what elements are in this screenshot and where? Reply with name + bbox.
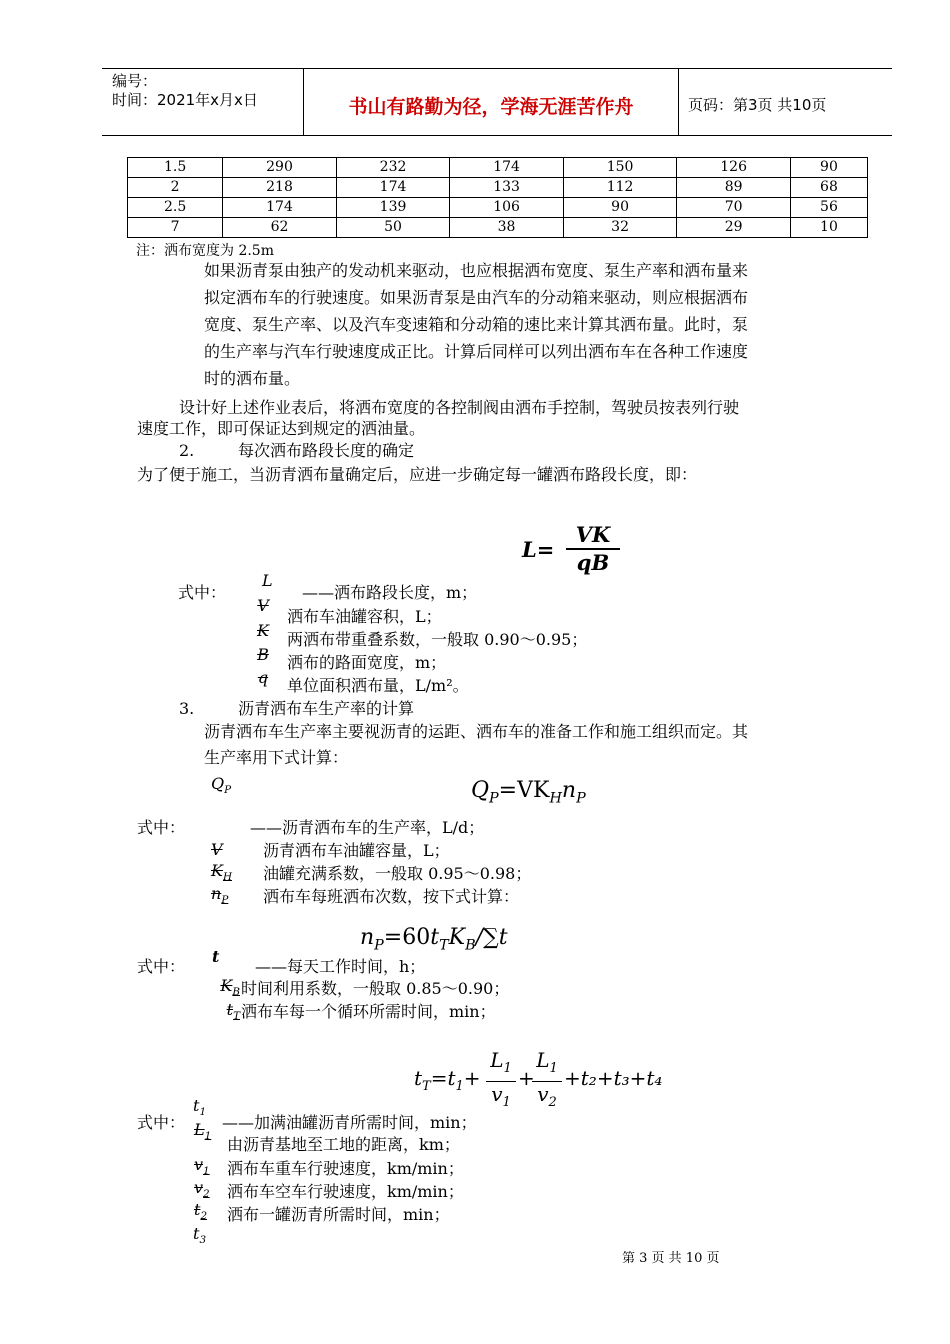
table-cell: 56	[790, 198, 867, 218]
legend1-desc-L: ——洒布路段长度，m；	[302, 583, 478, 602]
section2-number: 2.	[179, 441, 195, 460]
legend1-sym-V: V	[257, 596, 269, 615]
legend1-sym-q: q	[257, 668, 269, 687]
section3-number: 3.	[179, 699, 195, 718]
formula4-fraction-2-num: $L_1$	[536, 1048, 558, 1076]
legend2-desc-nP: 洒布车每班洒布次数，按下式计算：	[263, 887, 520, 906]
legend2-sym-KH: $K_H$	[211, 861, 233, 884]
table-note: 注：洒布宽度为 2.5m	[136, 243, 274, 259]
para1-line-5: 时的洒布量。	[204, 369, 301, 388]
header-bottom-rule	[102, 135, 892, 136]
section2-intro: 为了便于施工，当沥青洒布量确定后，应进一步确定每一罐洒布路段长度，即：	[137, 465, 698, 484]
header-top-rule	[102, 68, 892, 69]
legend4-sym-t3: $t_3$	[193, 1224, 207, 1247]
legend3-sym-t: t	[212, 947, 220, 966]
table-cell: 50	[336, 218, 450, 238]
table-cell: 29	[677, 218, 791, 238]
table-row	[128, 178, 868, 198]
legend1-sym-B: B	[257, 645, 269, 664]
legend4-sym-v2: $v_2$	[194, 1178, 210, 1201]
legend2-sym-V: V	[211, 840, 223, 859]
formula1-denominator: qB	[576, 550, 610, 575]
header-divider-2	[678, 69, 679, 135]
table-cell: 7	[128, 218, 223, 238]
table-row	[128, 198, 868, 218]
table-cell: 106	[450, 198, 564, 218]
table-cell: 232	[336, 158, 450, 178]
table-cell: 174	[450, 158, 564, 178]
formula4-plus-2: +	[518, 1066, 535, 1090]
table-cell: 62	[223, 218, 337, 238]
table-cell: 68	[790, 178, 867, 198]
spray-rate-table	[127, 157, 868, 238]
table-cell: 70	[677, 198, 791, 218]
header-serial: 编号：	[112, 72, 158, 90]
legend2-desc-Q: ——沥青洒布车的生产率，L/d；	[250, 818, 485, 837]
table-cell: 2.5	[128, 198, 223, 218]
legend1-prefix: 式中：	[178, 583, 227, 602]
table-cell: 174	[336, 178, 450, 198]
legend4-sym-L1: $L_1$	[194, 1120, 212, 1143]
formula3: $n_P=60t_TK_B/\sum t$	[360, 925, 508, 954]
para1-line-4: 的生产率与汽车行驶速度成正比。计算后同样可以列出洒布车在各种工作速度	[204, 342, 749, 361]
legend1-sym-L: L	[262, 571, 273, 590]
section3-title: 沥青洒布车生产率的计算	[238, 699, 415, 718]
formula4-tail: +t₂+t₃+t₄	[564, 1066, 663, 1090]
section3-intro-1: 沥青洒布车生产率主要视沥青的运距、洒布车的准备工作和施工组织而定。其	[204, 722, 749, 741]
table-cell: 89	[677, 178, 791, 198]
legend4-sym-t1: $t_1$	[193, 1096, 207, 1119]
legend4-desc-L1: 由沥青基地至工地的距离，km；	[227, 1135, 460, 1154]
formula4-lhs: $t_T=t_1+$	[414, 1066, 481, 1094]
legend3-prefix: 式中：	[137, 957, 186, 976]
table-cell: 150	[563, 158, 677, 178]
header-time: 时间：2021年x月x日	[112, 91, 258, 109]
table-cell: 32	[563, 218, 677, 238]
para1-line-1: 如果沥青泵由独产的发动机来驱动，也应根据洒布宽度、泵生产率和洒布量来	[204, 261, 749, 280]
legend3-desc-KB: 时间利用系数，一般取 0.85～0.90；	[241, 979, 510, 998]
formula2-float-symbol: $Q_P$	[211, 774, 232, 797]
formula1-fraction	[566, 522, 620, 576]
formula4-fraction-1-den: $v_1$	[491, 1082, 511, 1110]
legend3-desc-t: ——每天工作时间，h；	[255, 957, 426, 976]
legend4-desc-v1: 洒布车重车行驶速度，km/min；	[227, 1159, 464, 1178]
table-cell: 126	[677, 158, 791, 178]
legend3-sym-KB: $K_B$	[220, 976, 240, 999]
table-cell: 2	[128, 178, 223, 198]
legend3-sym-tT: $t_T$	[226, 1000, 240, 1023]
formula4-fraction-1	[486, 1048, 516, 1115]
table-row	[128, 218, 868, 238]
table-cell: 139	[336, 198, 450, 218]
table-cell: 218	[223, 178, 337, 198]
formula4-fraction-2	[532, 1048, 562, 1115]
table-cell: 290	[223, 158, 337, 178]
section2-title: 每次洒布路段长度的确定	[238, 441, 415, 460]
formula1-lhs: L=	[522, 537, 555, 562]
section3-intro-2: 生产率用下式计算：	[204, 748, 349, 767]
legend1-sym-K: K	[257, 621, 269, 640]
header-motto: 书山有路勤为径，学海无涯苦作舟	[348, 96, 634, 118]
legend4-desc-t2: 洒布一罐沥青所需时间，min；	[227, 1205, 450, 1224]
legend3-desc-tT: 洒布车每一个循环所需时间，min；	[241, 1002, 496, 1021]
legend4-prefix: 式中：	[137, 1113, 186, 1132]
para1-line-3: 宽度、泵生产率、以及汽车变速箱和分动箱的速比来计算其洒布量。此时，泵	[204, 315, 749, 334]
formula4-fraction-2-den: $v_2$	[537, 1082, 557, 1110]
legend2-sym-nP: $n_P$	[211, 884, 229, 907]
formula4-fraction-1-num: $L_1$	[490, 1048, 512, 1076]
table-cell: 174	[223, 198, 337, 218]
para2-line-1: 设计好上述作业表后，将洒布宽度的各控制阀由洒布手控制，驾驶员按表列行驶	[179, 398, 740, 417]
para1-line-2: 拟定洒布车的行驶速度。如果沥青泵是由汽车的分动箱来驱动，则应根据洒布	[204, 288, 749, 307]
footer-page-number: 第 3 页 共 10 页	[622, 1251, 720, 1266]
legend4-desc-v2: 洒布车空车行驶速度，km/min；	[227, 1182, 464, 1201]
table-cell: 90	[790, 158, 867, 178]
legend2-desc-V: 沥青洒布车油罐容量，L；	[263, 841, 450, 860]
header-page-label: 页码：第3页 共10页	[688, 96, 827, 114]
legend2-prefix: 式中：	[137, 818, 186, 837]
legend1-desc-B: 洒布的路面宽度，m；	[287, 653, 447, 672]
formula1-numerator: VK	[575, 522, 611, 547]
legend4-sym-v1: $v_1$	[194, 1155, 210, 1178]
table-cell: 112	[563, 178, 677, 198]
table-cell: 133	[450, 178, 564, 198]
table-cell: 1.5	[128, 158, 223, 178]
para2-line-2: 速度工作，即可保证达到规定的洒油量。	[137, 419, 426, 438]
formula2: $Q_P=VK_Hn_P$	[471, 778, 586, 807]
table-cell: 38	[450, 218, 564, 238]
legend4-desc-t1: ——加满油罐沥青所需时间，min；	[222, 1113, 477, 1132]
legend2-desc-KH: 油罐充满系数，一般取 0.95～0.98；	[263, 864, 532, 883]
table-row	[128, 158, 868, 178]
legend4-sym-t2: $t_2$	[194, 1200, 208, 1223]
legend1-desc-q: 单位面积洒布量，L/m²。	[287, 676, 469, 695]
legend1-desc-V: 洒布车油罐容积，L；	[287, 607, 442, 626]
table-cell: 90	[563, 198, 677, 218]
legend1-desc-K: 两洒布带重叠系数，一般取 0.90～0.95；	[287, 630, 588, 649]
table-cell: 10	[790, 218, 867, 238]
